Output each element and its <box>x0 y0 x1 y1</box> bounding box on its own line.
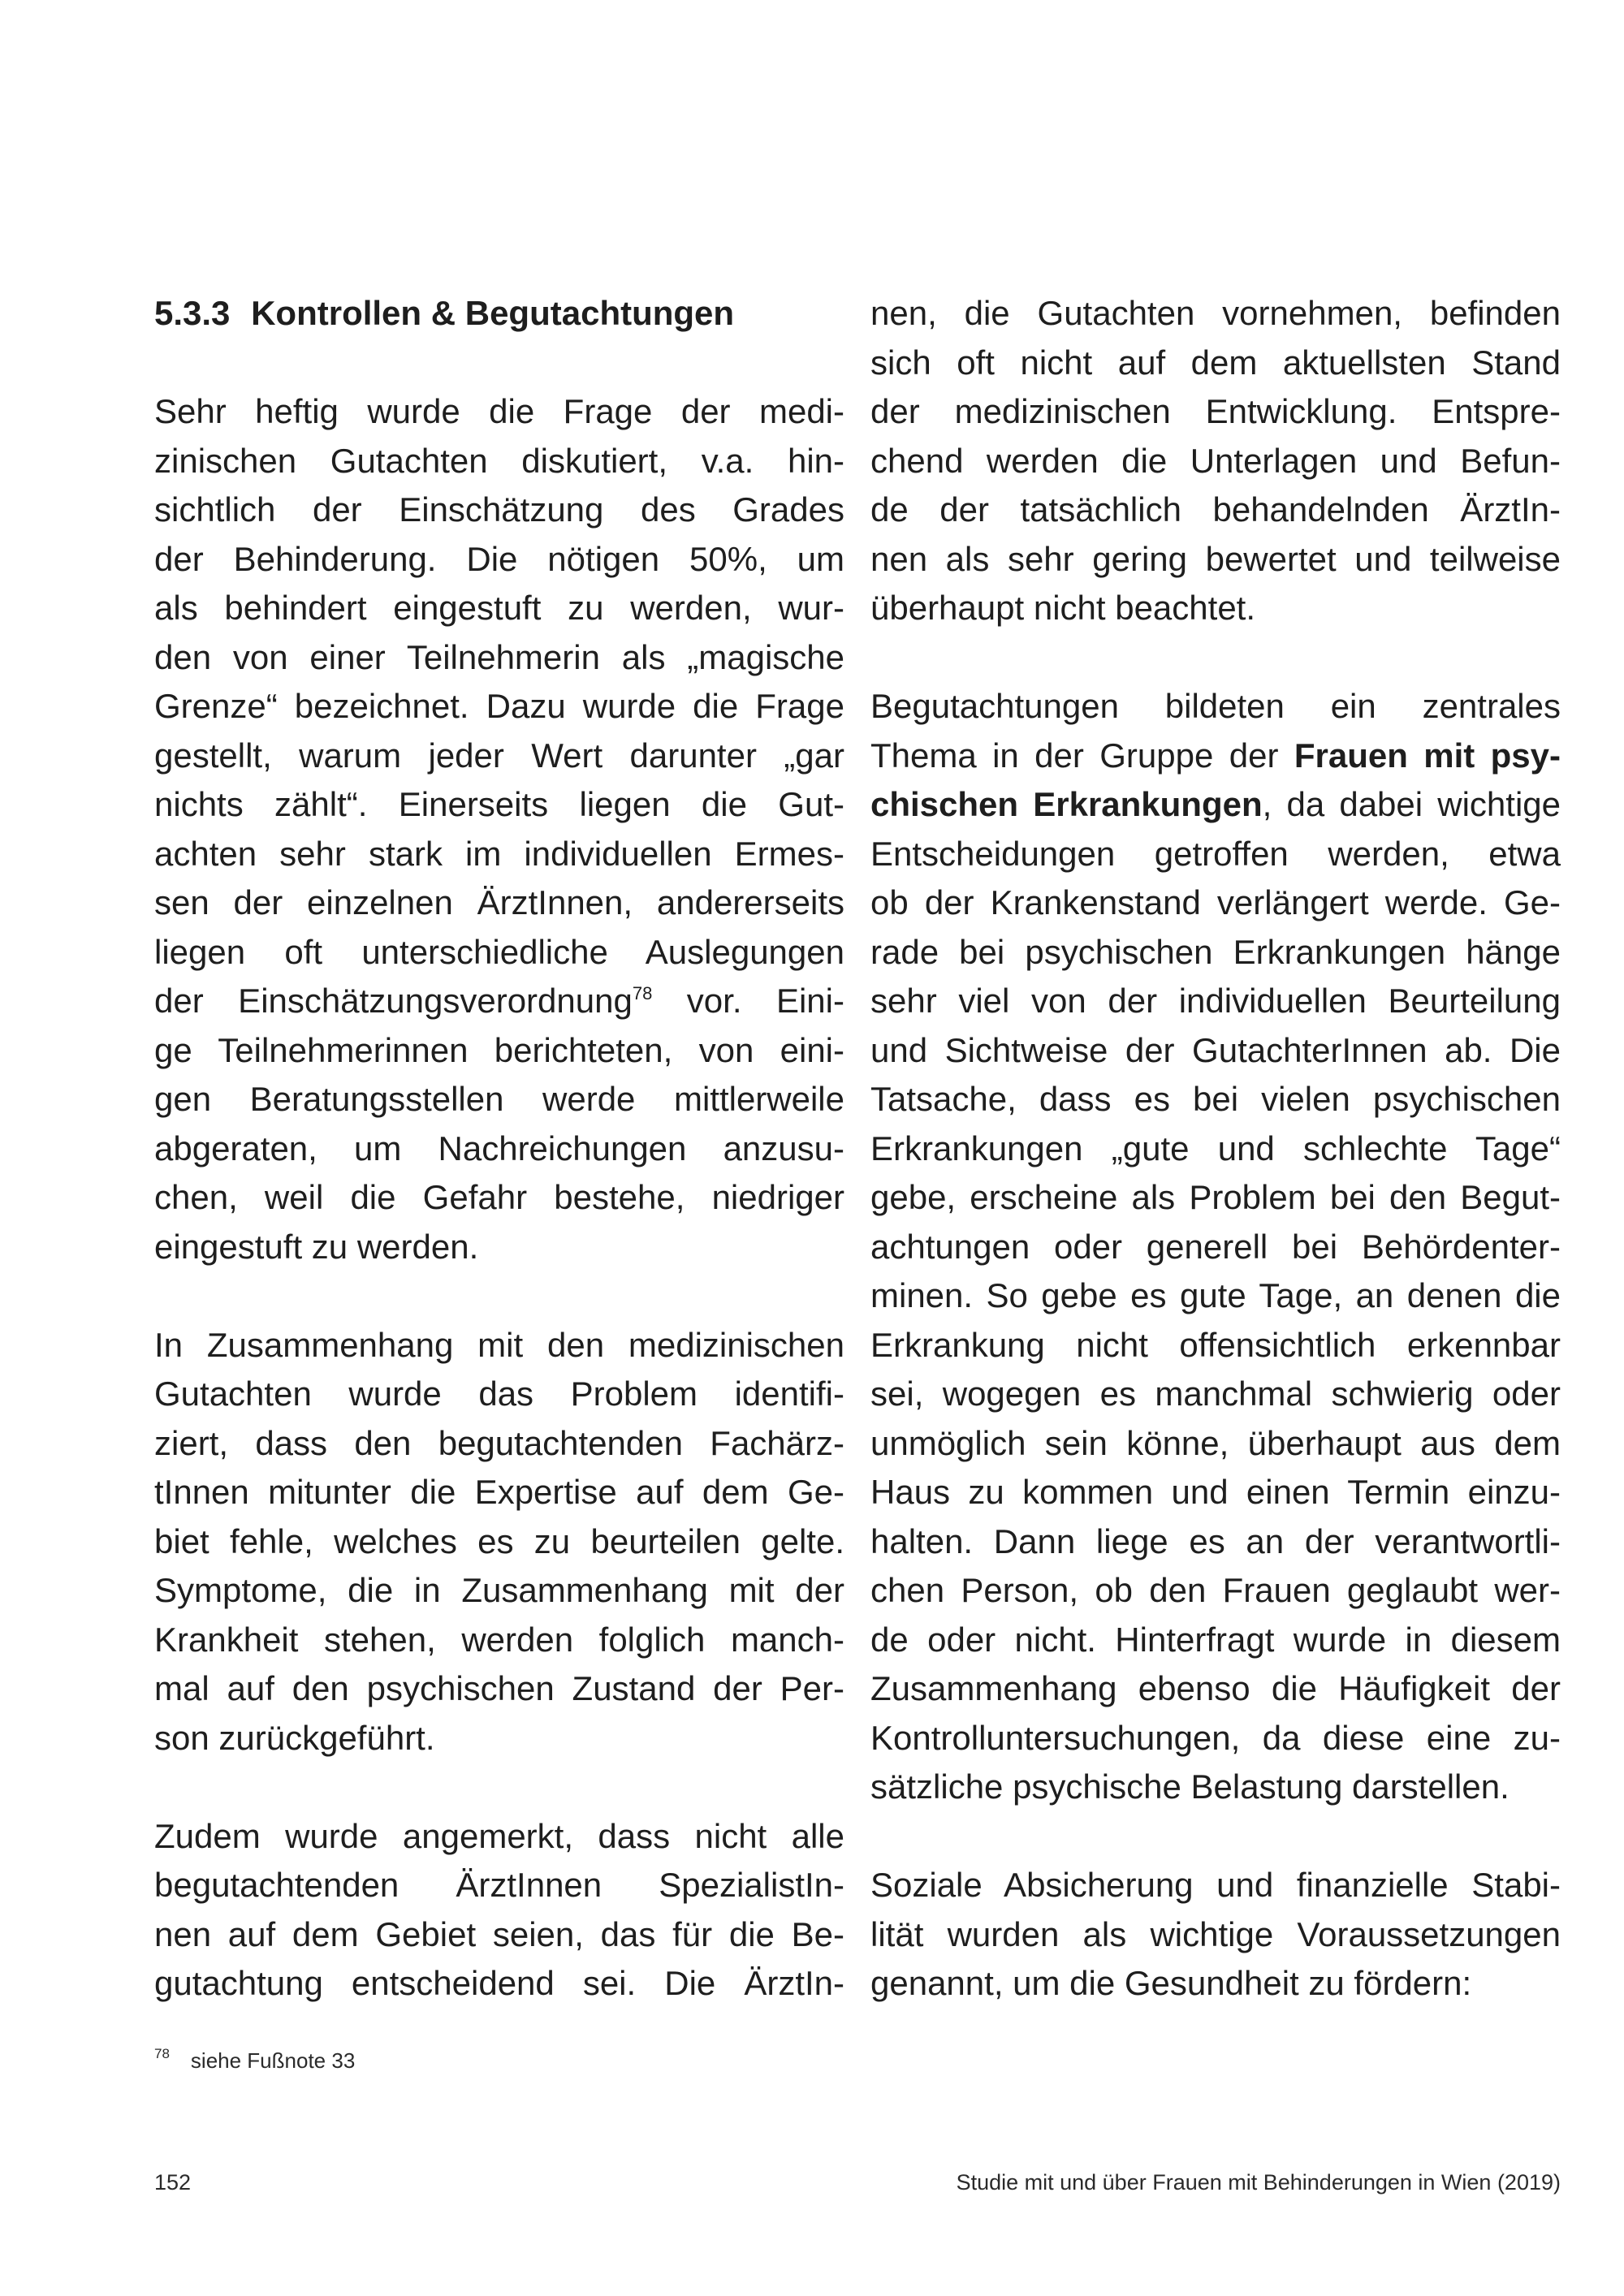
emphasis-text: Frauen mit psy- <box>1294 736 1561 775</box>
text-line: Grenze“ bezeichnet. Dazu wurde die Frage <box>154 687 844 725</box>
footnote <box>154 2048 355 2074</box>
text-line: Kontrolluntersuchungen, da diese eine zu- <box>870 1718 1561 1757</box>
text-line: sei, wogegen es manchmal schwierig oder <box>870 1375 1561 1413</box>
left-paragraph-3 <box>154 1812 844 2009</box>
left-paragraph-1 <box>154 387 844 1271</box>
text-line: halten. Dann liege es an der verantwortli- <box>870 1521 1561 1560</box>
text-line: Entscheidungen getroffen werden, etwa <box>870 834 1561 873</box>
text-line: son zurückgeführt. <box>154 1718 435 1757</box>
text-line: Symptome, die in Zusammenhang mit der <box>154 1571 844 1609</box>
text-fragment: der Einschätzungsverordnung <box>154 982 633 1020</box>
text-line: sen der einzelnen ÄrztInnen, andererseits <box>154 883 844 921</box>
text-line <box>870 780 1561 830</box>
text-line: achten sehr stark im individuellen Ermes- <box>154 834 844 873</box>
section-title: Kontrollen & Begutachtungen <box>251 294 735 332</box>
text-line: Gutachten wurde das Problem identifi- <box>154 1375 844 1413</box>
text-line: biet fehle, welches es zu beurteilen gelte. <box>154 1521 844 1560</box>
text-line: sich oft nicht auf dem aktuellsten Stand <box>870 343 1561 382</box>
text-line: Sehr heftig wurde die Frage der medi- <box>154 392 844 430</box>
footnote-number: 78 <box>154 2046 170 2061</box>
text-line: In Zusammenhang mit den medizinischen <box>154 1325 844 1364</box>
text-line: liegen oft unterschiedliche Auslegungen <box>154 932 844 971</box>
text-line: Soziale Absicherung und finanzielle Stabi- <box>870 1866 1561 1904</box>
emphasis-text: chischen Erkrankungen <box>870 785 1263 823</box>
footnote-text: siehe Fußnote 33 <box>190 2048 356 2073</box>
text-line: der Behinderung. Die nötigen 50%, um <box>154 539 844 578</box>
text-line: chen Person, ob den Frauen geglaubt wer- <box>870 1571 1561 1609</box>
text-fragment: Thema in der Gruppe der <box>870 736 1294 775</box>
text-line: gen Beratungsstellen werde mittlerweile <box>154 1080 844 1118</box>
text-line: Krankheit stehen, werden folglich manch- <box>154 1620 844 1659</box>
text-line: mal auf den psychischen Zustand der Per- <box>154 1669 844 1707</box>
text-line: nen als sehr gering bewertet und teilweise <box>870 539 1561 578</box>
text-line: ziert, dass den begutachtenden Fachärz- <box>154 1423 844 1462</box>
text-line: achtungen oder generell bei Behördenter- <box>870 1227 1561 1266</box>
text-line: de der tatsächlich behandelnden ÄrztIn- <box>870 490 1561 529</box>
section-heading <box>154 289 844 339</box>
text-line: Erkrankung nicht offensichtlich erkennbar <box>870 1325 1561 1364</box>
section-number: 5.3.3 <box>154 294 231 332</box>
text-line: ge Teilnehmerinnen berichteten, von eini- <box>154 1030 844 1069</box>
running-footer-title: Studie mit und über Frauen mit Behinderungen in Wien (2019) <box>956 2170 1561 2195</box>
text-fragment: vor. Eini- <box>652 982 844 1020</box>
text-line: ob der Krankenstand verlängert werde. Ge- <box>870 883 1561 921</box>
text-line: Zusammenhang ebenso die Häufigkeit der <box>870 1669 1561 1707</box>
text-line: Erkrankungen „gute und schlechte Tage“ <box>870 1129 1561 1167</box>
footnote-reference: 78 <box>632 983 653 1003</box>
text-line: sichtlich der Einschätzung des Grades <box>154 490 844 529</box>
text-line: zinischen Gutachten diskutiert, v.a. hin- <box>154 441 844 480</box>
text-line: genannt, um die Gesundheit zu fördern: <box>870 1964 1472 2002</box>
text-line: de oder nicht. Hinterfragt wurde in diesem <box>870 1620 1561 1659</box>
right-paragraph-1 <box>870 289 1561 633</box>
right-paragraph-3 <box>870 1861 1561 2009</box>
text-line: minen. So gebe es gute Tage, an denen die <box>870 1276 1561 1314</box>
text-line <box>154 977 844 1026</box>
text-line: überhaupt nicht beachtet. <box>870 589 1256 627</box>
text-line: Begutachtungen bildeten ein zentrales <box>870 687 1561 725</box>
text-fragment: , da dabei wichtige <box>1262 785 1561 823</box>
text-line: chend werden die Unterlagen und Befun- <box>870 441 1561 480</box>
text-line: als behindert eingestuft zu werden, wur- <box>154 589 844 627</box>
text-line: nichts zählt“. Einerseits liegen die Gut- <box>154 785 844 823</box>
text-line: sehr viel von der individuellen Beurteilung <box>870 982 1561 1020</box>
text-line: nen auf dem Gebiet seien, das für die Be- <box>154 1914 844 1953</box>
text-line: lität wurden als wichtige Voraussetzungen <box>870 1914 1561 1953</box>
text-line: der medizinischen Entwicklung. Entspre- <box>870 392 1561 430</box>
text-line: gutachtung entscheidend sei. Die ÄrztIn- <box>154 1964 844 2002</box>
text-line: sätzliche psychische Belastung darstellen. <box>870 1767 1510 1806</box>
text-line: Tatsache, dass es bei vielen psychischen <box>870 1080 1561 1118</box>
text-line: den von einer Teilnehmerin als „magische <box>154 637 844 676</box>
text-line: rade bei psychischen Erkrankungen hänge <box>870 932 1561 971</box>
text-line: abgeraten, um Nachreichungen anzusu- <box>154 1129 844 1167</box>
left-paragraph-2 <box>154 1321 844 1763</box>
text-line: unmöglich sein könne, überhaupt aus dem <box>870 1423 1561 1462</box>
text-line: begutachtenden ÄrztInnen SpezialistIn- <box>154 1866 844 1904</box>
text-line: Zudem wurde angemerkt, dass nicht alle <box>154 1816 844 1855</box>
text-line: Haus zu kommen und einen Termin einzu- <box>870 1473 1561 1511</box>
text-line: gebe, erscheine als Problem bei den Begut- <box>870 1178 1561 1216</box>
page-number: 152 <box>154 2170 192 2195</box>
text-line: und Sichtweise der GutachterInnen ab. Die <box>870 1030 1561 1069</box>
text-line: eingestuft zu werden. <box>154 1227 479 1266</box>
text-line: nen, die Gutachten vornehmen, befinden <box>870 294 1561 332</box>
text-line: chen, weil die Gefahr bestehe, niedriger <box>154 1178 844 1216</box>
right-paragraph-2 <box>870 682 1561 1812</box>
text-line <box>870 732 1561 781</box>
text-line: tInnen mitunter die Expertise auf dem Ge- <box>154 1473 844 1511</box>
left-column <box>154 289 844 2057</box>
right-column <box>870 289 1561 2057</box>
text-line: gestellt, warum jeder Wert darunter „gar <box>154 736 844 775</box>
